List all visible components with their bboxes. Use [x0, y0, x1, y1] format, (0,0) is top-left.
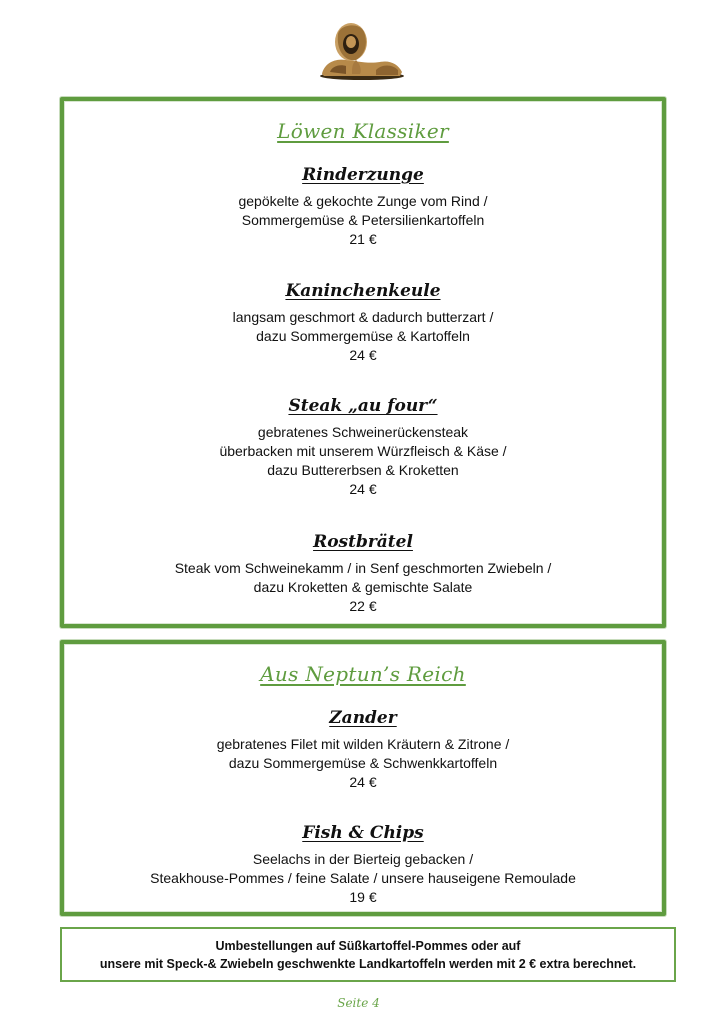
dish-price: 19 €	[349, 889, 377, 905]
menu-item	[64, 281, 662, 365]
dish-description: Steakhouse-Pommes / feine Salate / unsere hauseigene Remoulade	[150, 870, 576, 886]
section-title: Löwen Klassiker	[277, 119, 449, 143]
dish-name: Fish & Chips	[302, 823, 424, 843]
lion-logo	[316, 20, 406, 80]
page-number: Seite 4	[337, 996, 380, 1010]
dish-description: gebratenes Filet mit wilden Kräutern & Zitrone /	[216, 736, 510, 752]
dish-price: 22 €	[349, 598, 377, 614]
dish-name: Kaninchenkeule	[285, 281, 441, 301]
menu-item	[64, 396, 662, 499]
dish-description: dazu Buttererbsen & Kroketten	[267, 462, 459, 478]
dish-name: Steak „au four“	[288, 396, 438, 416]
dish-description: gepökelte & gekochte Zunge vom Rind /	[238, 193, 488, 209]
dish-description: dazu Sommergemüse & Schwenkkartoffeln	[228, 755, 498, 771]
dish-price: 24 €	[349, 481, 377, 497]
menu-item	[64, 165, 662, 249]
dish-description: überbacken mit unserem Würzfleisch & Käse /	[219, 443, 507, 459]
dish-price: 24 €	[349, 347, 377, 363]
menu-item	[64, 823, 662, 907]
dish-description: dazu Kroketten & gemischte Salate	[253, 579, 473, 595]
surcharge-note	[60, 927, 676, 982]
dish-description: dazu Sommergemüse & Kartoffeln	[256, 328, 470, 344]
dish-name: Rostbrätel	[313, 532, 413, 552]
section-title: Aus Neptun’s Reich	[260, 662, 466, 686]
note-line: Umbestellungen auf Süßkartoffel-Pommes oder auf	[215, 939, 521, 953]
dish-price: 24 €	[349, 774, 377, 790]
dish-description: Steak vom Schweinekamm / in Senf geschmorten Zwiebeln /	[174, 560, 552, 576]
dish-description: Seelachs in der Bierteig gebacken /	[252, 851, 474, 867]
dish-name: Rinderzunge	[302, 165, 424, 185]
dish-description: gebratenes Schweinerückensteak	[257, 424, 469, 440]
menu-item	[64, 532, 662, 616]
menu-section-classics	[60, 97, 666, 628]
dish-description: Sommergemüse & Petersilienkartoffeln	[241, 212, 485, 228]
dish-name: Zander	[329, 708, 397, 728]
menu-item	[64, 708, 662, 792]
note-line: unsere mit Speck-& Zwiebeln geschwenkte Landkartoffeln werden mit 2 € extra berechnet.	[99, 957, 637, 971]
dish-description: langsam geschmort & dadurch butterzart /	[232, 309, 494, 325]
dish-price: 21 €	[349, 231, 377, 247]
menu-section-fish	[60, 640, 666, 916]
lion-figure-icon	[316, 20, 406, 80]
